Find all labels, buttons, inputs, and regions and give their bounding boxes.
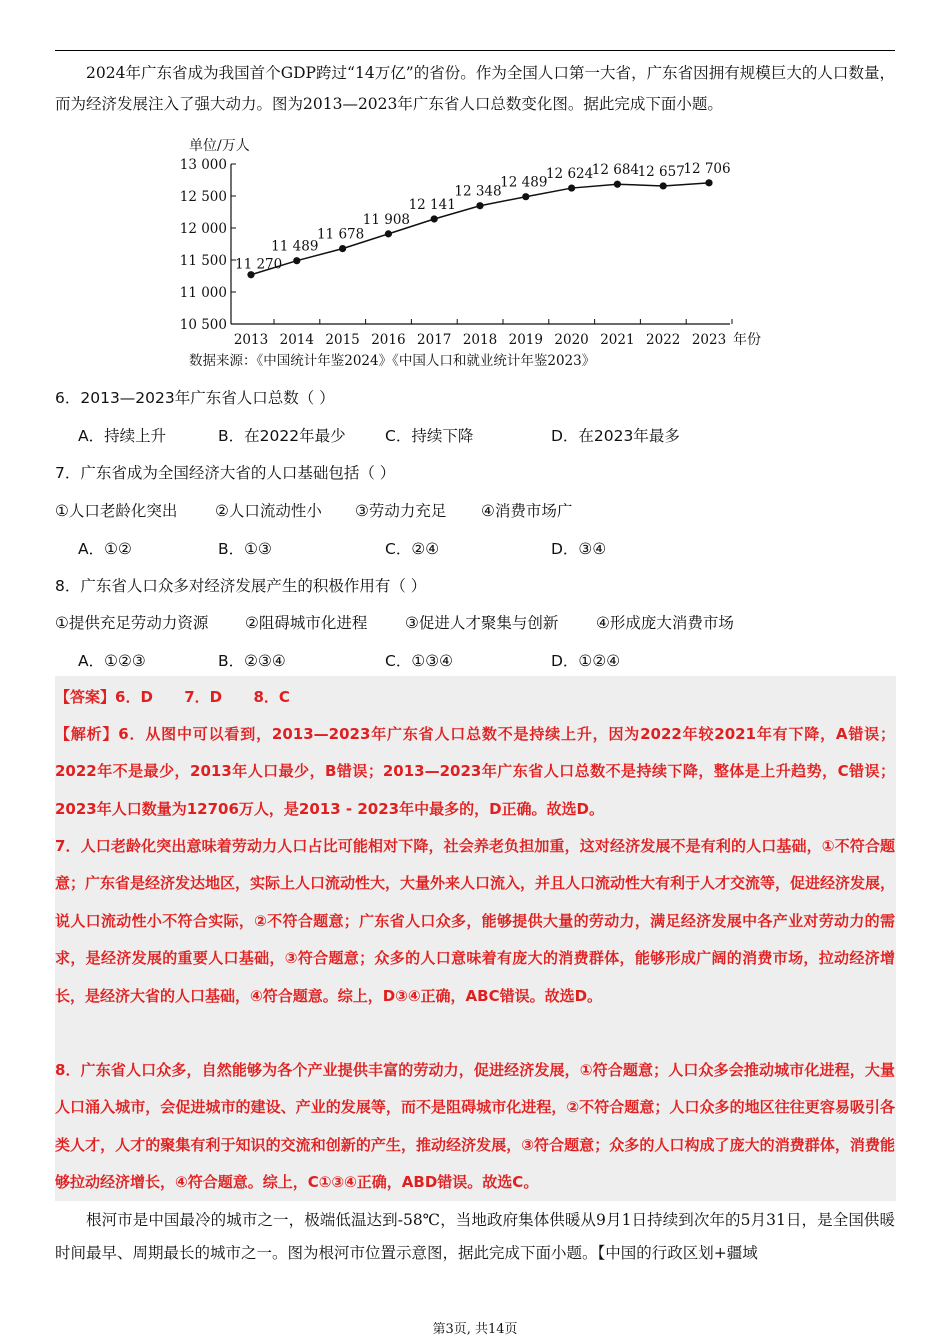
q6-option-b[interactable]: B．在2022年最少 [218, 427, 346, 445]
data-label: 12 489 [500, 174, 548, 191]
q7-item-4: ④消费市场广 [481, 502, 573, 520]
answer-line [55, 686, 290, 707]
explanation-6-text: 6．从图中可以看到，2013—2023年广东省人口总数不是持续上升，因为2022年较2021年有下降，A错误；2022年不是最少，2013年人口最少，B错误；2013—2023年广东省人口总数不是持续下降，整体是上升趋势，C错误；2023年人口数量为12706万人，是2013 - 2023年中最多的，D正确。故选D。 [55, 725, 895, 818]
x-tick-label: 2017 [417, 332, 452, 348]
q6-option-a[interactable]: A．持续上升 [78, 427, 167, 445]
explanation-6 [55, 716, 895, 828]
x-tick-label: 2013 [233, 332, 269, 348]
data-point [614, 181, 621, 188]
q7-option-d[interactable]: D．③④ [551, 540, 607, 558]
data-label: 12 141 [408, 196, 456, 213]
q7-item-2: ②人口流动性小 [215, 502, 322, 520]
x-tick-label: 2015 [325, 332, 360, 348]
x-tick-label: 2018 [462, 332, 498, 348]
top-rule [55, 50, 895, 51]
q7-option-a[interactable]: A．①② [78, 540, 132, 558]
answer-tag: 【答案】 [55, 688, 116, 706]
y-tick-label: 10 500 [180, 317, 227, 333]
x-tick-label: 2019 [508, 332, 543, 348]
next-intro-paragraph: 根河市是中国最冷的城市之一，极端低温达到-58℃，当地政府集体供暖从9月1日持续到次年的5月31日，是全国供暖时间最早、周期最长的城市之一。图为根河市位置示意图，据此完成下面小题。【中国的行政区划+疆域 [55, 1211, 895, 1262]
data-label: 12 348 [454, 183, 502, 200]
x-tick-label: 2016 [371, 332, 406, 348]
data-label: 11 270 [235, 256, 283, 273]
data-point [522, 193, 529, 200]
y-tick-label: 11 000 [180, 285, 227, 301]
q8-option-c[interactable]: C．①③④ [385, 652, 454, 670]
explanation-7: 7．人口老龄化突出意味着劳动力人口占比可能相对下降，社会养老负担加重，这对经济发展不是有利的人口基础，①不符合题意；广东省是经济发达地区，实际上人口流动性大，大量外来人口流入，并且人口流动性大有利于人才交流等，促进经济发展，说人口流动性小不符合实际，②不符合题意；广东省人口众多，能够提供大量的劳动力，满足经济发展中各产业对劳动力的需求，是经济发展的重要人口基础，③符合题意；众多的人口意味着有庞大的消费群体，能够形成广阔的消费市场，拉动经济增长，是经济大省的人口基础，④符合题意。综上，D③④正确，ABC错误。故选D。 [55, 837, 896, 1005]
y-tick-label: 12 000 [180, 221, 227, 237]
q8-item-3: ③促进人才聚集与创新 [405, 614, 559, 632]
q6-option-d[interactable]: D．在2023年最多 [551, 427, 680, 445]
data-label: 11 678 [316, 226, 365, 243]
data-point [476, 202, 483, 209]
q7-item-3: ③劳动力充足 [355, 502, 447, 520]
data-point [705, 179, 712, 186]
data-label: 12 624 [545, 166, 594, 183]
q8-option-d[interactable]: D．①②④ [551, 652, 621, 670]
q6-stem: 6．2013—2023年广东省人口总数（ ） [55, 389, 335, 407]
q8-item-2: ②阻碍城市化进程 [245, 614, 368, 632]
data-label: 11 908 [362, 211, 411, 228]
q8-item-4: ④形成庞大消费市场 [596, 614, 734, 632]
data-point [339, 245, 346, 252]
data-point [385, 230, 392, 237]
q7-stem: 7．广东省成为全国经济大省的人口基础包括（ ） [55, 464, 396, 482]
q6-option-c[interactable]: C．持续下降 [385, 427, 474, 445]
x-tick-label: 2020 [554, 332, 589, 348]
x-tick-label: 2021 [600, 332, 635, 348]
data-point [431, 215, 438, 222]
data-label: 12 684 [591, 162, 640, 179]
y-tick-label: 11 500 [180, 253, 227, 269]
x-tick-label: 2022 [646, 332, 681, 348]
explanation-8: 8．广东省人口众多，自然能够为各个产业提供丰富的劳动力，促进经济发展，①符合题意；人口众多会推动城市化进程，大量人口涌入城市，会促进城市的建设、产业的发展等，而不是阻碍城市化进程，②不符合题意；人口众多的地区往往更容易吸引各类人才，人才的聚集有利于知识的交流和创新的产生，推动经济发展，③符合题意；众多的人口构成了庞大的消费群体，消费能够拉动经济增长，④符合题意。综上，C①③④正确，ABD错误。故选C。 [55, 1061, 895, 1192]
y-tick-label: 12 500 [180, 189, 227, 205]
q8-option-a[interactable]: A．①②③ [78, 652, 146, 670]
page-footer: 第3页, 共14页 [432, 1322, 518, 1337]
x-tick-label: 2023 [691, 332, 727, 348]
q8-item-1: ①提供充足劳动力资源 [55, 614, 209, 632]
q7-option-b[interactable]: B．①③ [218, 540, 272, 558]
intro-paragraph: 2024年广东省成为我国首个GDP跨过“14万亿”的省份。作为全国人口第一大省，广东省因拥有规模巨大的人口数量，而为经济发展注入了强大动力。图为2013—2023年广东省人口总数变化图。据此完成下面小题。 [55, 64, 895, 113]
explanation-tag: 【解析】 [55, 725, 119, 743]
x-axis-label: 年份 [733, 332, 761, 348]
data-source: 数据来源：《中国统计年鉴2024》《中国人口和就业统计年鉴2023》 [189, 353, 596, 369]
data-label: 11 489 [271, 238, 319, 255]
q8-stem: 8．广东省人口众多对经济发展产生的积极作用有（ ） [55, 577, 427, 595]
q7-item-1: ①人口老龄化突出 [55, 502, 178, 520]
data-point [660, 182, 667, 189]
answer-text: 6．D 7．D 8．C [115, 688, 290, 706]
q7-option-c[interactable]: C．②④ [385, 540, 440, 558]
data-point [568, 184, 575, 191]
y-axis-label: 单位/万人 [189, 138, 250, 154]
data-label: 12 706 [683, 160, 731, 177]
population-line-chart [180, 132, 780, 372]
data-label: 12 657 [637, 163, 685, 180]
q8-option-b[interactable]: B．②③④ [218, 652, 286, 670]
y-tick-label: 13 000 [180, 157, 227, 173]
data-point [293, 257, 300, 264]
x-tick-label: 2014 [279, 332, 314, 348]
